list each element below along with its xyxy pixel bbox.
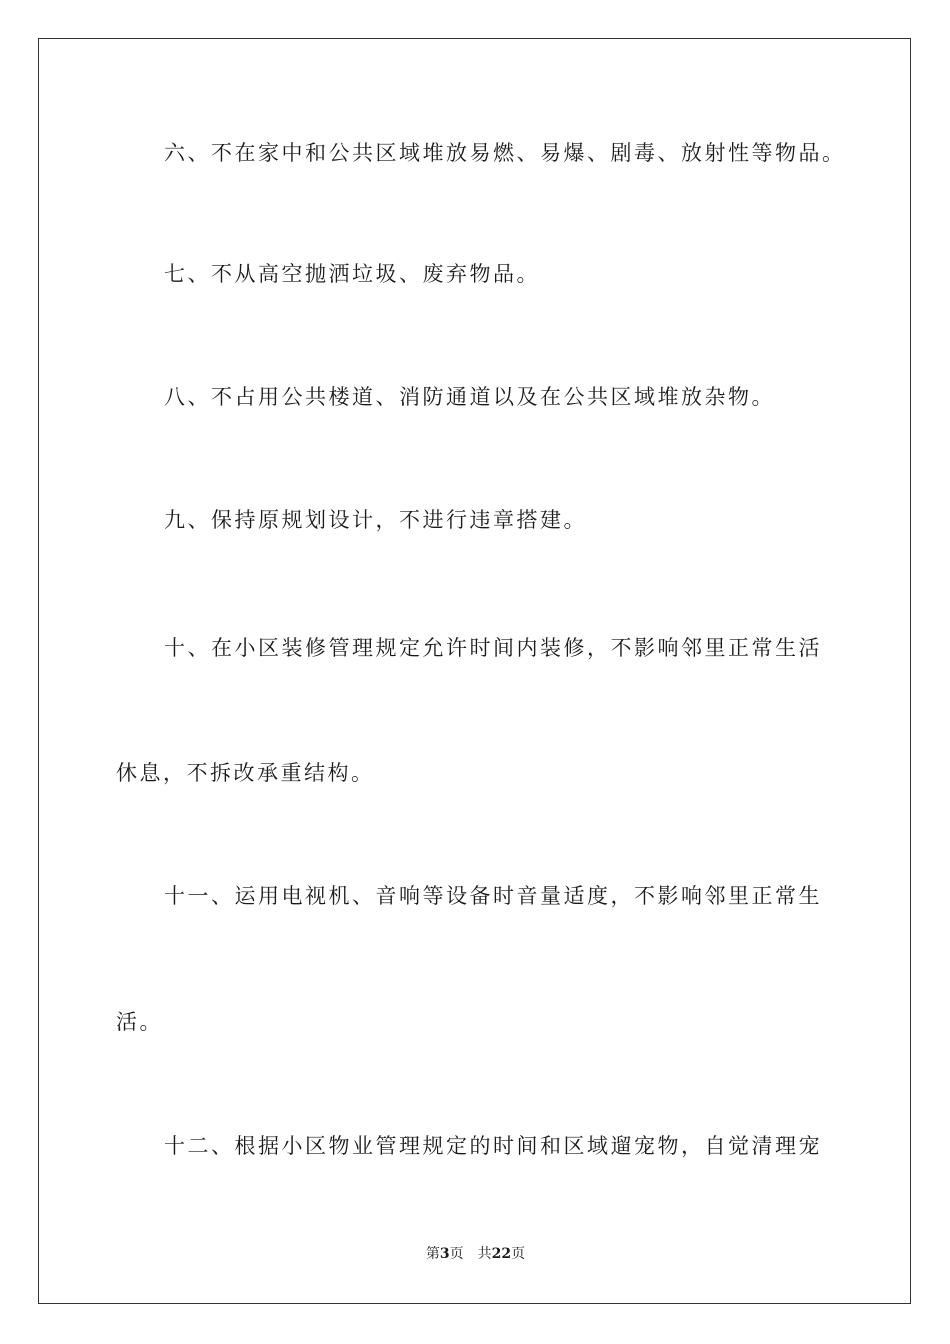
total-pages-suffix: 页 [511, 1246, 526, 1262]
page-number: 3 [439, 1246, 450, 1262]
paragraph-line: 七、不从高空抛洒垃圾、废弃物品。 [164, 262, 540, 286]
paragraph-line: 九、保持原规划设计，不进行违章搭建。 [164, 508, 587, 532]
page-number-prefix: 第 [425, 1246, 440, 1262]
page-frame [38, 38, 911, 1304]
paragraph-line: 六、不在家中和公共区域堆放易燃、易爆、剧毒、放射性等物品。 [164, 141, 846, 165]
paragraph-line: 十二、根据小区物业管理规定的时间和区域遛宠物，自觉清理宠 [164, 1134, 822, 1158]
total-pages: 22 [491, 1246, 512, 1262]
paragraph-line: 活。 [116, 1010, 163, 1034]
paragraph-line: 十一、运用电视机、音响等设备时音量适度，不影响邻里正常生 [164, 884, 822, 908]
paragraph-line: 休息，不拆改承重结构。 [116, 761, 375, 785]
page-footer [39, 1244, 912, 1264]
paragraph-line: 十、在小区装修管理规定允许时间内装修，不影响邻里正常生活 [164, 636, 822, 660]
paragraph-line: 八、不占用公共楼道、消防通道以及在公共区域堆放杂物。 [164, 385, 775, 409]
total-pages-prefix: 共 [477, 1246, 492, 1262]
page-number-suffix: 页 [449, 1246, 464, 1262]
